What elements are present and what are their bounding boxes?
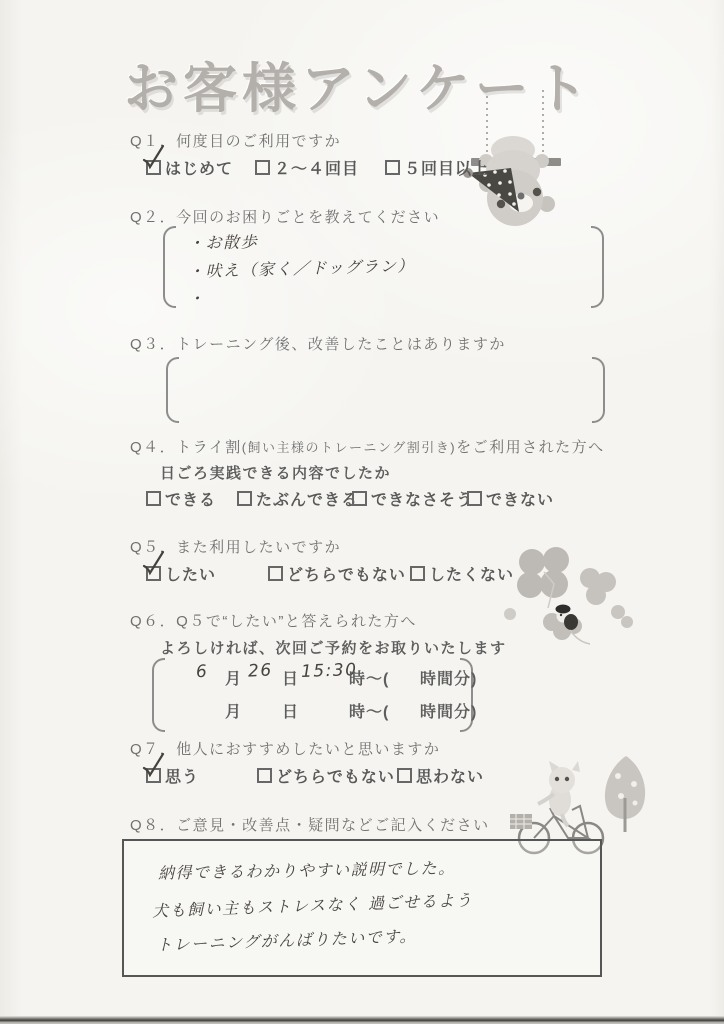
- checkbox-icon[interactable]: [146, 160, 161, 175]
- q2-bracket-left: [163, 226, 176, 308]
- q3-bracket-left: [166, 357, 179, 423]
- q7-option-label: 思う: [165, 769, 200, 786]
- q4-label-line2: 日ごろ実践できる内容でしたか: [160, 465, 392, 482]
- duration-unit-label: 時間分): [420, 671, 478, 688]
- checkbox-icon[interactable]: [146, 566, 161, 581]
- q1-label: Q１．何度目のご利用ですか: [130, 133, 342, 150]
- q5-option-dochirademonai[interactable]: [268, 562, 406, 585]
- q8-comment-line: 犬も飼い主もストレスなく 過ごせるよう: [151, 890, 474, 921]
- q3-label: Q３．トレーニング後、改善したことはありますか: [130, 336, 506, 353]
- q2-answer-line: ・吠え（家く／ドッグラン）: [187, 256, 416, 281]
- q5-option-label: したい: [165, 567, 217, 584]
- q6-sub-label: よろしければ、次回ご予約をお取りいたします: [160, 640, 507, 657]
- q3-bracket-right: [592, 357, 605, 423]
- q7-option-dochirademonai[interactable]: [257, 764, 395, 787]
- q5-label: Q５．また利用したいですか: [130, 539, 342, 556]
- q1-option-label: はじめて: [165, 161, 234, 178]
- checkbox-icon[interactable]: [352, 491, 367, 506]
- checkbox-icon[interactable]: [146, 768, 161, 783]
- q7-option-label: 思わない: [416, 769, 485, 786]
- q2-answer-line: ・: [188, 289, 206, 308]
- q2-bracket-right: [591, 226, 604, 308]
- q8-comment-line: 納得できるわかりやすい説明でした。: [157, 858, 456, 883]
- q5-option-label: したくない: [429, 567, 515, 584]
- day-unit-label: 日: [282, 671, 300, 688]
- q4-option-label: たぶんできる: [256, 492, 359, 509]
- q5-option-shitai[interactable]: [146, 562, 216, 585]
- scanner-edge-artifact: [0, 1016, 724, 1024]
- checkbox-icon[interactable]: [257, 768, 272, 783]
- checkbox-icon[interactable]: [397, 768, 412, 783]
- month-unit-label: 月: [225, 671, 243, 688]
- q1-option-5kai-ijou[interactable]: [385, 156, 489, 179]
- q8-label: Q８．ご意見・改善点・疑問などご記入ください: [130, 817, 490, 834]
- q4-option-tabun-dekiru[interactable]: [237, 487, 358, 510]
- clover-ladybug-illustration: [494, 538, 634, 648]
- bear-on-trapeze-illustration: [455, 72, 575, 237]
- q7-option-omou[interactable]: [146, 764, 199, 787]
- q4-option-label: できる: [165, 492, 217, 509]
- q2-label: Q２．今回のお困りごとを教えてください: [130, 209, 441, 226]
- q4-option-dekinai[interactable]: [467, 487, 554, 510]
- page-title: お客様アンケート: [124, 59, 593, 119]
- checkbox-icon[interactable]: [410, 566, 425, 581]
- q1-option-label: ２～４回目: [274, 161, 360, 178]
- q8-comment-line: トレーニングがんばりたいです。: [155, 926, 418, 955]
- time-unit-label: 時～(: [349, 671, 390, 688]
- month-unit-label: 月: [225, 704, 243, 721]
- q2-answer-line: ・お散歩: [187, 232, 259, 253]
- q6-label: Q６．Q５で“したい”と答えられた方へ: [130, 613, 417, 630]
- reservation-row-2: [168, 697, 478, 727]
- q5-option-label: どちらでもない: [287, 567, 406, 584]
- q4-label: Q４．トライ割(飼い主様のトレーニング割引き)をご利用された方へ: [130, 439, 605, 456]
- reservation-time-value: 15:30: [300, 660, 358, 682]
- reservation-month-value: 6: [195, 661, 210, 683]
- reservation-day-value: 26: [247, 660, 274, 682]
- q7-option-omowanai[interactable]: [397, 764, 484, 787]
- q7-option-label: どちらでもない: [276, 769, 395, 786]
- q1-option-label: ５回目以上: [404, 161, 490, 178]
- time-unit-label: 時～(: [349, 704, 390, 721]
- checkbox-icon[interactable]: [146, 491, 161, 506]
- q4-option-dekiru[interactable]: [146, 487, 216, 510]
- day-unit-label: 日: [282, 704, 300, 721]
- duration-unit-label: 時間分): [420, 704, 478, 721]
- q4-option-dekinasasou[interactable]: [352, 487, 473, 510]
- checkbox-icon[interactable]: [385, 160, 400, 175]
- checkbox-icon[interactable]: [255, 160, 270, 175]
- checkbox-icon[interactable]: [237, 491, 252, 506]
- q1-option-hajimete[interactable]: [146, 156, 233, 179]
- q7-label: Q７．他人におすすめしたいと思いますか: [130, 741, 441, 758]
- q1-option-2-4kai[interactable]: [255, 156, 359, 179]
- q6-bracket-left: [152, 658, 165, 732]
- reservation-row-1: [168, 660, 478, 694]
- q4-option-label: できなさそう: [371, 492, 474, 509]
- checkbox-icon[interactable]: [467, 491, 482, 506]
- q4-option-label: できない: [486, 492, 555, 509]
- checkbox-icon[interactable]: [268, 566, 283, 581]
